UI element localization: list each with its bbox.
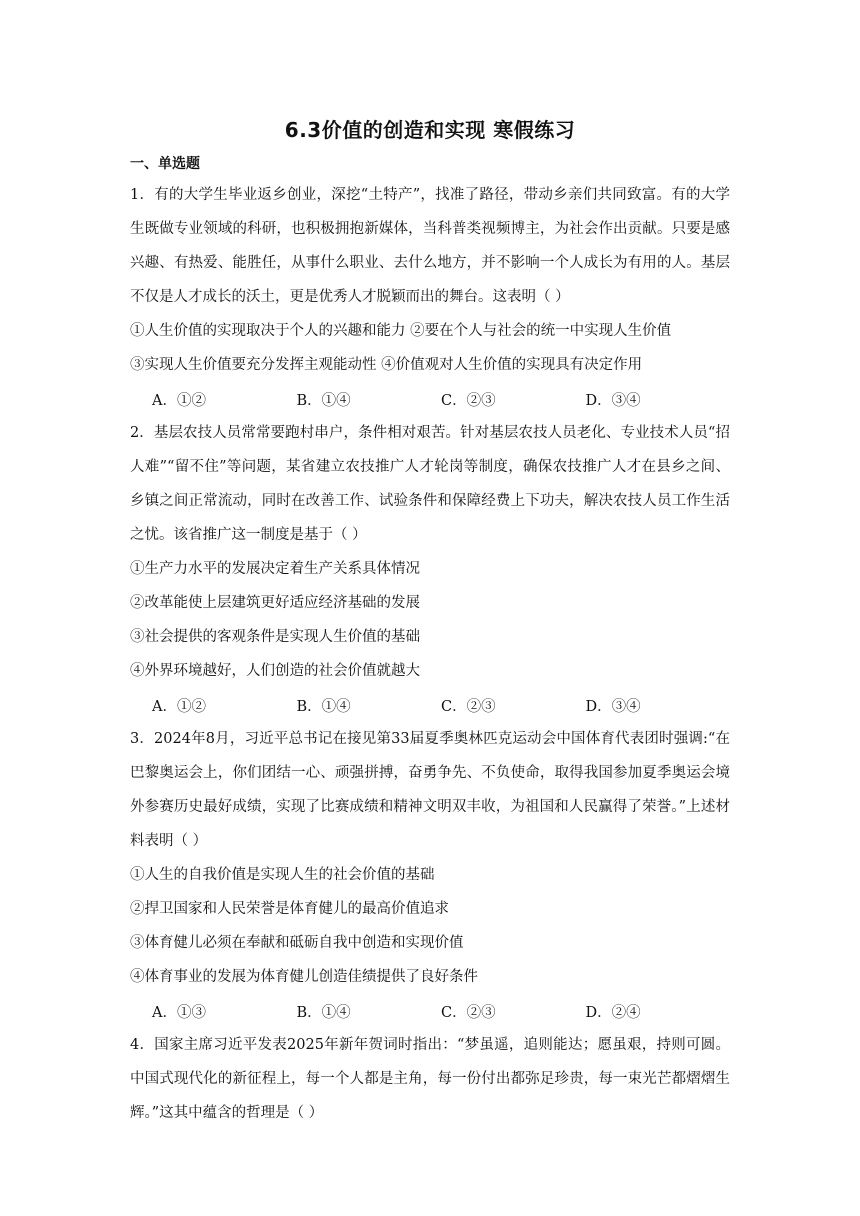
- statement-line: ②捍卫国家和人民荣誉是体育健儿的最高价值追求: [130, 901, 449, 917]
- choice-c[interactable]: C．②③: [441, 392, 496, 409]
- statement-line: ③体育健儿必须在奉献和砥砺自我中创造和实现价值: [130, 935, 464, 951]
- question-3: [130, 722, 730, 1028]
- answer-choices: [130, 382, 730, 416]
- answer-choices: [130, 994, 730, 1028]
- statement-line: ①生产力水平的发展决定着生产关系具体情况: [130, 561, 420, 577]
- statement-line: ③社会提供的客观条件是实现人生价值的基础: [130, 629, 420, 645]
- statement-line: ③实现人生价值要充分发挥主观能动性 ④价值观对人生价值的实现具有决定作用: [130, 357, 643, 373]
- choice-d[interactable]: D．②④: [585, 1004, 641, 1021]
- question-4: [130, 1028, 730, 1130]
- choice-b[interactable]: B．①④: [296, 1004, 351, 1021]
- statement-line: ①人生价值的实现取决于个人的兴趣和能力 ②要在个人与社会的统一中实现人生价值: [130, 323, 672, 339]
- choice-a[interactable]: A．①②: [152, 698, 206, 715]
- question-stem: 3．2024年8月，习近平总书记在接见第33届夏季奥林匹克运动会中国体育代表团时强调:“在巴黎奥运会上，你们团结一心、顽强拼搏，奋勇争先、不负使命，取得我国参加夏季奥运会境外参赛历史最好成绩，实现了比赛成绩和精神文明双丰收，为祖国和人民赢得了荣誉。”上述材料表明（ ）: [130, 731, 730, 849]
- question-2: [130, 416, 730, 722]
- statement-line: ④体育事业的发展为体育健儿创造佳绩提供了良好条件: [130, 969, 478, 985]
- choice-b[interactable]: B．①④: [296, 698, 351, 715]
- statement-line: ①人生的自我价值是实现人生的社会价值的基础: [130, 867, 435, 883]
- statement-line: ②改革能使上层建筑更好适应经济基础的发展: [130, 595, 420, 611]
- question-list: [130, 178, 730, 1130]
- question-stem: 4．国家主席习近平发表2025年新年贺词时指出：“梦虽遥，追则能达；愿虽艰，持则可圆。中国式现代化的新征程上，每一个人都是主角，每一份付出都弥足珍贵，每一束光芒都熠熠生辉。”这其中蕴含的哲理是（ ）: [130, 1037, 730, 1121]
- section-heading: 一、单选题: [130, 156, 200, 172]
- question-1: [130, 178, 730, 416]
- choice-b[interactable]: B．①④: [296, 392, 351, 409]
- choice-c[interactable]: C．②③: [441, 1004, 496, 1021]
- choice-d[interactable]: D．③④: [585, 392, 641, 409]
- document-title: 6.3价值的创造和实现 寒假练习: [284, 118, 576, 142]
- answer-choices: [130, 688, 730, 722]
- question-stem: 2．基层农技人员常常要跑村串户，条件相对艰苦。针对基层农技人员老化、专业技术人员“招人难”“留不住”等问题，某省建立农技推广人才轮岗等制度，确保农技推广人才在县乡之间、乡镇之间正常流动，同时在改善工作、试验条件和保障经费上下功夫，解决农技人员工作生活之忧。该省推广这一制度是基于（ ）: [130, 425, 730, 543]
- question-stem: 1．有的大学生毕业返乡创业，深挖“土特产”，找准了路径，带动乡亲们共同致富。有的大学生既做专业领域的科研，也积极拥抱新媒体，当科普类视频博主，为社会作出贡献。只要是感兴趣、有热爱、能胜任，从事什么职业、去什么地方，并不影响一个人成长为有用的人。基层不仅是人才成长的沃土，更是优秀人才脱颖而出的舞台。这表明（ ）: [130, 187, 730, 305]
- choice-a[interactable]: A．①③: [152, 1004, 206, 1021]
- choice-c[interactable]: C．②③: [441, 698, 496, 715]
- choice-d[interactable]: D．③④: [585, 698, 641, 715]
- statement-line: ④外界环境越好，人们创造的社会价值就越大: [130, 663, 420, 679]
- choice-a[interactable]: A．①②: [152, 392, 206, 409]
